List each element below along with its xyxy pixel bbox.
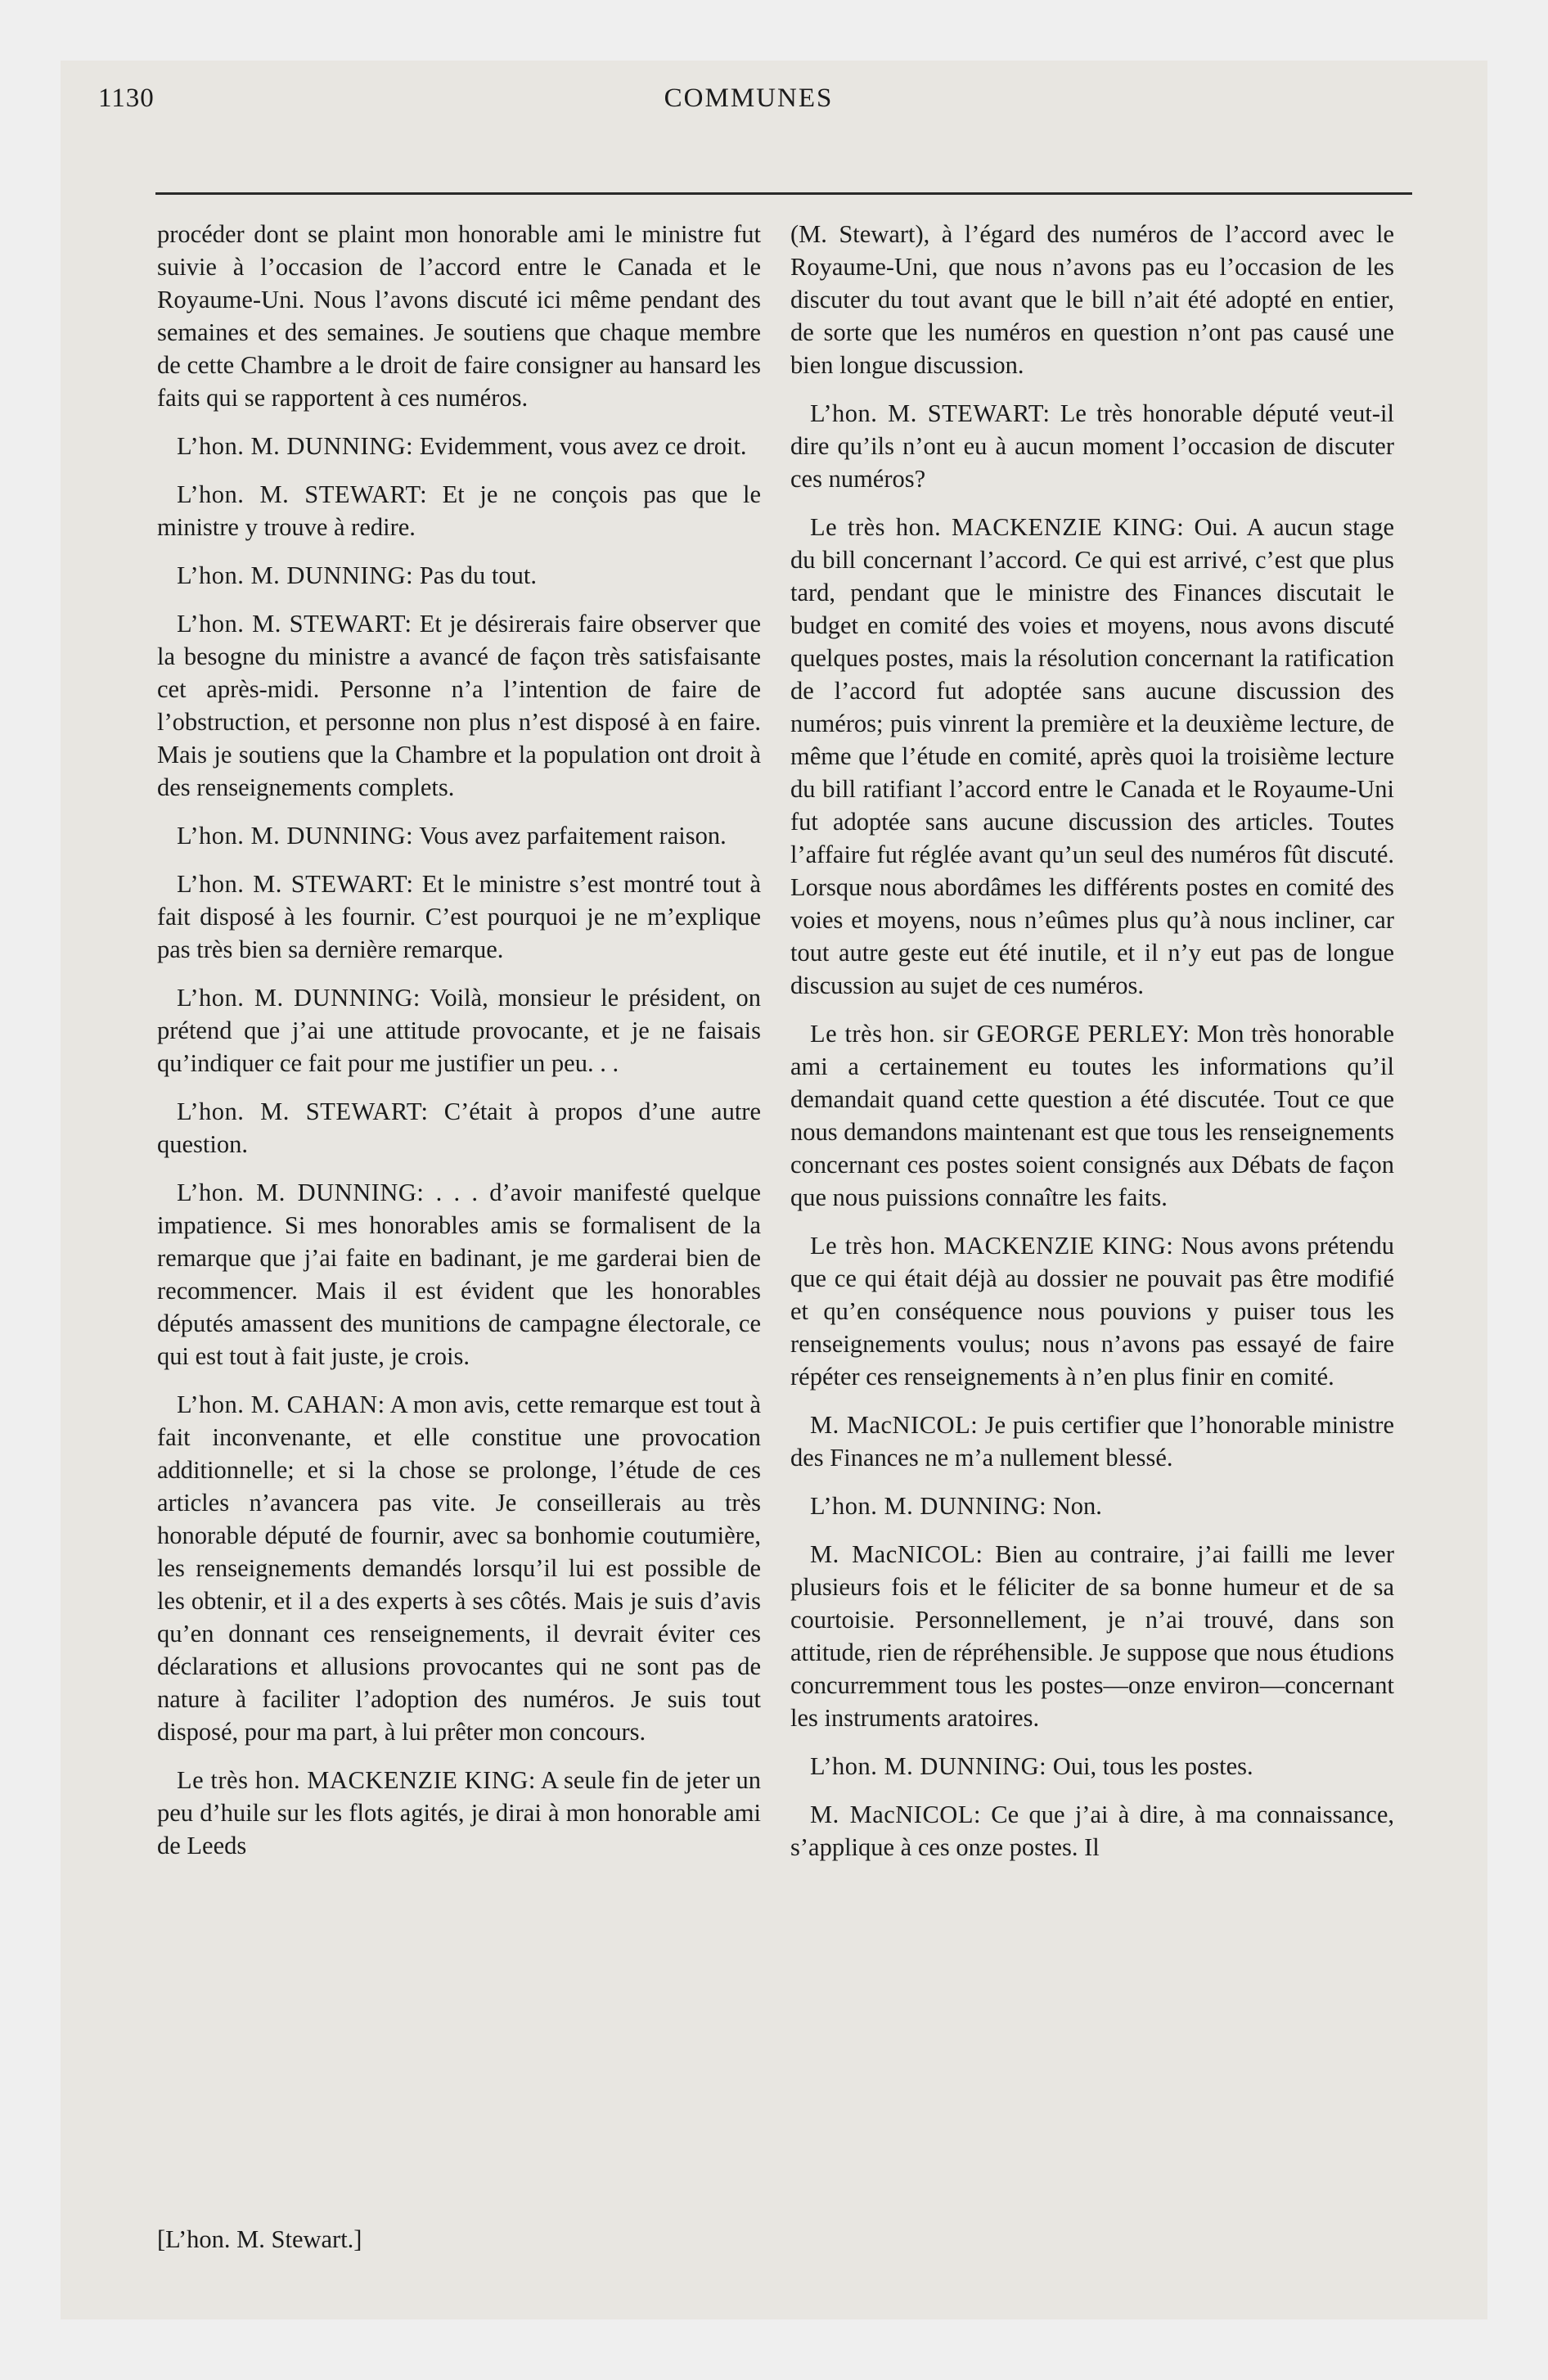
paragraph bbox=[157, 1764, 761, 1862]
paragraph bbox=[790, 1798, 1394, 1864]
paragraph bbox=[157, 607, 761, 804]
paragraph bbox=[790, 1409, 1394, 1474]
speaker-name: L’hon. M. CAHAN: bbox=[177, 1391, 385, 1418]
speaker-name: L’hon. M. STEWART: bbox=[177, 610, 412, 638]
page-number: 1130 bbox=[98, 83, 155, 113]
paragraph bbox=[157, 868, 761, 966]
paragraph-text: Oui. A aucun stage du bill concernant l’accord. Ce qui est arrivé, c’est que plus tard, pendant que le ministre des Finances discutait le budget en comité des voies et moyens, nous avons discuté quelques postes, mais la résolution concernant la ratification de l’accord fut adoptée sans aucune discussion des numéros; puis vinrent la première et la deuxième lecture, de même que l’étude en comité, après quoi la troisième lecture du bill ratifiant l’accord entre le Canada et le Royaume-Uni fut adoptée sans aucune discussion des articles. Toutes l’affaire fut réglée avant qu’un seul des numéros fût discuté. Lorsque nous abordâmes les différents postes en comité des voies et moyens, nous n’eûmes plus qu’à nous incliner, car tout autre geste eut été inutile, et il n’y eut pas de longue discussion au sujet de ces numéros. bbox=[790, 513, 1394, 999]
paragraph-text: Oui, tous les postes. bbox=[1052, 1752, 1253, 1780]
speaker-name: M. MacNICOL: bbox=[810, 1411, 979, 1439]
page-header bbox=[98, 83, 1399, 124]
speaker-name: L’hon. M. DUNNING: bbox=[177, 822, 414, 850]
paragraph-text: C’était à propos d’une autre question. bbox=[157, 1098, 761, 1158]
speaker-name: L’hon. M. DUNNING: bbox=[177, 561, 414, 589]
paragraph-text: Vous avez parfaitement raison. bbox=[419, 822, 727, 850]
speaker-name: L’hon. M. DUNNING: bbox=[810, 1492, 1047, 1520]
paragraph bbox=[790, 1750, 1394, 1783]
speaker-name: L’hon. M. DUNNING: bbox=[177, 432, 414, 460]
paragraph-text: (M. Stewart), à l’égard des numéros de l’accord avec le Royaume-Uni, que nous n’avons pas eu l’occasion de les discuter du tout avant que le bill n’ait été adopté en entier, de sorte que les numéros en question n’ont pas causé une bien longue discussion. bbox=[790, 220, 1394, 379]
paragraph bbox=[157, 981, 761, 1080]
right-column bbox=[790, 218, 1394, 1879]
speaker-name: L’hon. M. DUNNING: bbox=[177, 1179, 425, 1206]
paragraph-text: Pas du tout. bbox=[419, 561, 537, 589]
paragraph bbox=[790, 1229, 1394, 1393]
paragraph-text: Bien au contraire, j’ai failli me lever plusieurs fois et le féliciter de sa bonne humeur et de sa courtoisie. Personnellement, je n’ai trouvé, dans son attitude, rien de répréhensible. Je suppose que nous étudions concurremment tous les postes—onze environ—concernant les instruments aratoires. bbox=[790, 1540, 1394, 1732]
speaker-name: L’hon. M. DUNNING: bbox=[177, 984, 421, 1012]
column-footer-attribution: [L’hon. M. Stewart.] bbox=[157, 2225, 362, 2253]
paragraph bbox=[157, 1095, 761, 1161]
speaker-name: L’hon. M. STEWART: bbox=[177, 870, 414, 898]
paragraph bbox=[157, 559, 761, 592]
paragraph-text: Mon très honorable ami a certainement eu toutes les informations qu’il demandait quand cette question a été discutée. Tout ce que nous demandons maintenant est que tous les renseignements concernant ces postes soient consignés aux Débats de façon que nous puissions connaître les faits. bbox=[790, 1020, 1394, 1211]
paragraph-text: Nous avons prétendu que ce qui était déjà au dossier ne pouvait pas être modifié et qu’en conséquence nous pouvions y puiser tous les renseignements voulus; nous n’avons pas essayé de faire répéter ces renseignements à n’en plus finir en comité. bbox=[790, 1232, 1394, 1391]
running-head: COMMUNES bbox=[664, 83, 834, 113]
paragraph-text: Voilà, monsieur le président, on prétend que j’ai une attitude provocante, et je ne faisais qu’indiquer ce fait pour me justifier un peu. . . bbox=[157, 984, 761, 1077]
speaker-name: Le très hon. MACKENZIE KING: bbox=[177, 1766, 536, 1794]
paragraph bbox=[157, 1388, 761, 1748]
paragraph-text: Le très honorable député veut-il dire qu’ils n’ont eu à aucun moment l’occasion de discuter ces numéros? bbox=[790, 399, 1394, 493]
paragraph-text: Et je ne conçois pas que le ministre y trouve à redire. bbox=[157, 480, 761, 541]
paragraph bbox=[157, 218, 761, 414]
speaker-name: M. MacNICOL: bbox=[810, 1801, 981, 1828]
left-column bbox=[157, 218, 761, 1877]
paragraph bbox=[790, 1490, 1394, 1522]
paragraph bbox=[157, 430, 761, 462]
speaker-name: L’hon. M. STEWART: bbox=[177, 480, 428, 508]
paragraph bbox=[157, 1176, 761, 1373]
paragraph-text: Et le ministre s’est montré tout à fait disposé à les fournir. C’est pourquoi je ne m’explique pas très bien sa dernière remarque. bbox=[157, 870, 761, 963]
paragraph-text: A seule fin de jeter un peu d’huile sur les flots agités, je dirai à mon honorable ami de Leeds bbox=[157, 1766, 761, 1859]
paragraph bbox=[790, 397, 1394, 495]
speaker-name: L’hon. M. STEWART: bbox=[177, 1098, 429, 1125]
paragraph bbox=[790, 218, 1394, 381]
speaker-name: Le très hon. sir GEORGE PERLEY: bbox=[810, 1020, 1190, 1048]
paragraph-text: Evidemment, vous avez ce droit. bbox=[419, 432, 747, 460]
paragraph bbox=[790, 511, 1394, 1002]
header-rule bbox=[155, 192, 1412, 195]
paragraph bbox=[790, 1538, 1394, 1734]
paragraph-text: Et je désirerais faire observer que la besogne du ministre a avancé de façon très satisfaisante cet après-midi. Personne n’a l’intention de faire de l’obstruction, et personne non plus n’est disposé à en faire. Mais je soutiens que la Chambre et la population ont droit à des renseignements complets. bbox=[157, 610, 761, 801]
speaker-name: Le très hon. MACKENZIE KING: bbox=[810, 1232, 1174, 1260]
speaker-name: M. MacNICOL: bbox=[810, 1540, 983, 1568]
paragraph-text: Je puis certifier que l’honorable ministre des Finances ne m’a nullement blessé. bbox=[790, 1411, 1394, 1472]
paragraph-text: Non. bbox=[1052, 1492, 1102, 1520]
speaker-name: L’hon. M. STEWART: bbox=[810, 399, 1051, 427]
paragraph-text: . . . d’avoir manifesté quelque impatience. Si mes honorables amis se formalisent de la remarque que j’ai faite en badinant, je me garderai bien de recommencer. Mais il est évident que les honorables députés amassent des munitions de campagne électorale, ce qui est tout à fait juste, je crois. bbox=[157, 1179, 761, 1370]
paragraph-text: Ce que j’ai à dire, à ma connaissance, s’applique à ces onze postes. Il bbox=[790, 1801, 1394, 1861]
speaker-name: L’hon. M. DUNNING: bbox=[810, 1752, 1047, 1780]
paragraph bbox=[157, 819, 761, 852]
paragraph-text: A mon avis, cette remarque est tout à fait inconvenante, et elle constitue une provocation additionnelle; et si la chose se prolonge, l’étude de ces articles n’avancera pas vite. Je conseillerais au très honorable député de fournir, avec sa bonhomie coutumière, les renseignements demandés lorsqu’il lui est possible de les obtenir, et il a des experts à ses côtés. Mais je suis d’avis qu’en donnant ces renseignements, il devrait éviter ces déclarations et allusions provocantes qui ne sont pas de nature à faciliter l’adoption des numéros. Je suis tout disposé, pour ma part, à lui prêter mon concours. bbox=[157, 1391, 761, 1746]
paragraph bbox=[790, 1017, 1394, 1214]
paragraph bbox=[157, 478, 761, 543]
paragraph-text: procéder dont se plaint mon honorable ami le ministre fut suivie à l’occasion de l’accord entre le Canada et le Royaume-Uni. Nous l’avons discuté ici même pendant des semaines et des semaines. Je soutiens que chaque membre de cette Chambre a le droit de faire consigner au hansard les faits qui se rapportent à ces numéros. bbox=[157, 220, 761, 412]
speaker-name: Le très hon. MACKENZIE KING: bbox=[810, 513, 1185, 541]
